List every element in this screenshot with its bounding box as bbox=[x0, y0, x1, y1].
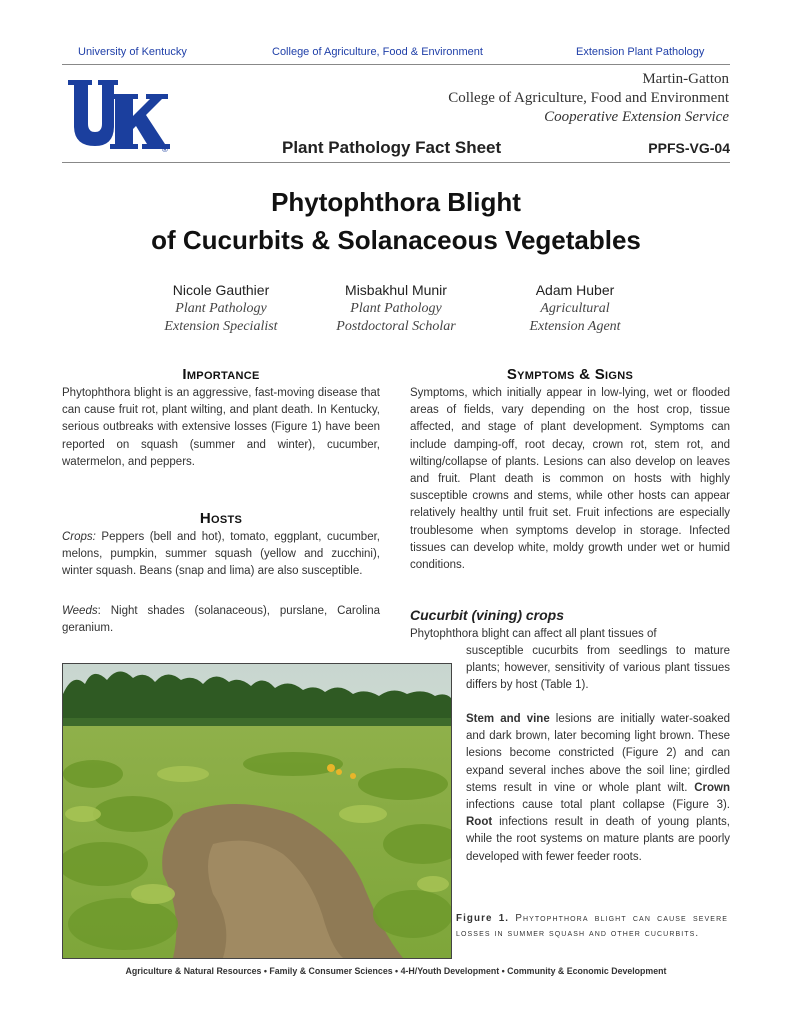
author-name: Misbakhul Munir bbox=[345, 282, 447, 298]
fact-sheet-rule bbox=[62, 162, 730, 163]
author-role: Plant Pathology bbox=[175, 301, 267, 316]
title-line-1: Phytophthora Blight bbox=[271, 187, 521, 217]
root-text: infections result in death of young plants, while the root systems on mature plants are poorly developed with fewer feeder roots. bbox=[466, 816, 730, 863]
fact-sheet-code: PPFS-VG-04 bbox=[648, 140, 730, 156]
cucurbit-intro-first: Phytophthora blight can affect all plant tissues of bbox=[410, 628, 657, 640]
author-3 bbox=[475, 282, 675, 336]
author-name: Adam Huber bbox=[535, 282, 615, 298]
symptoms-heading: Symptoms & Signs bbox=[506, 366, 634, 383]
hosts-crops bbox=[62, 529, 380, 581]
fact-sheet-label: Plant Pathology Fact Sheet bbox=[282, 138, 502, 157]
figure-1-photo bbox=[62, 663, 452, 959]
author-title: Postdoctoral Scholar bbox=[336, 319, 456, 334]
link-extension[interactable]: Extension Plant Pathology bbox=[576, 46, 705, 58]
document-title bbox=[62, 183, 730, 259]
crown-text: infections cause total plant collapse (Figure 3). bbox=[466, 799, 730, 812]
college-line-3: Cooperative Extension Service bbox=[544, 109, 729, 125]
svg-text:®: ® bbox=[162, 145, 168, 154]
cucurbit-intro-rest: susceptible cucurbits from seedlings to mature plants; however, sensitivity of various plant tissues differs by host (Table 1). bbox=[466, 645, 730, 692]
author-role: Agricultural bbox=[540, 301, 610, 316]
weeds-text: : Night shades (solanaceous), purslane, Carolina geranium. bbox=[62, 605, 380, 635]
fact-sheet-line bbox=[62, 138, 730, 162]
stem-vine-text bbox=[466, 711, 730, 866]
importance-text: Phytophthora blight is an aggressive, fast-moving disease that can cause fruit rot, plant wilting, and plant death. In Kentucky, serious outbreaks with extensive losses (Figure 1) have been reported on squash (summer and winter), cucumber, watermelon, and peppers. bbox=[62, 387, 380, 468]
author-role: Plant Pathology bbox=[350, 301, 442, 316]
college-line-2: College of Agriculture, Food and Environment bbox=[448, 90, 729, 106]
author-1 bbox=[121, 282, 321, 336]
crops-text: Peppers (bell and hot), tomato, eggplant, cucumber, melons, pumpkin, summer squash (yellow and zucchini), winter squash. Beans (snap and lima) are also susceptible. bbox=[62, 531, 380, 578]
figure-1-caption bbox=[456, 912, 728, 941]
author-title: Extension Specialist bbox=[164, 319, 278, 334]
cucurbit-heading: Cucurbit (vining) crops bbox=[410, 607, 564, 623]
author-name: Nicole Gauthier bbox=[172, 282, 270, 298]
header-links bbox=[62, 46, 730, 60]
author-2 bbox=[296, 282, 496, 336]
college-block bbox=[448, 70, 729, 127]
footer-programs: Agriculture & Natural Resources • Family & Consumer Sciences • 4-H/Youth Development • Community & Economic Development bbox=[125, 966, 667, 976]
crown-label: Crown bbox=[694, 781, 730, 794]
hosts-weeds bbox=[62, 603, 380, 637]
author-title: Extension Agent bbox=[529, 319, 621, 334]
title-line-2: of Cucurbits & Solanaceous Vegetables bbox=[151, 225, 641, 255]
college-line-1: Martin-Gatton bbox=[642, 71, 729, 87]
figure-caption-text: Phytophthora blight can cause severe losses in summer squash and other cucurbits. bbox=[456, 913, 729, 939]
hosts-heading: Hosts bbox=[199, 510, 243, 527]
weeds-label: Weeds bbox=[62, 605, 98, 617]
crops-label: Crops: bbox=[62, 531, 96, 543]
figure-label: Figure 1. bbox=[456, 913, 510, 924]
stem-text: lesions are initially water-soaked and dark brown, later becoming light brown. These lesions become constricted (Figure 2) and can expand several inches above the soil line; girdled stems result in vine or whole plant wilt. bbox=[466, 713, 730, 794]
link-college[interactable]: College of Agriculture, Food & Environment bbox=[272, 46, 483, 58]
symptoms-text: Symptoms, which initially appear in low-lying, wet or flooded areas of fields, vary depending on the host crop, tissue affected, and stage of plant development. Symptoms can include damping-off, root decay, crown rot, stem rot, and wilting/collapse of plants. Lesions can also develop on leaves and fruit. Plant death is common on hosts with highly susceptible crowns and stems, while other hosts can appear relatively healthy until fruit set. Fruit infections are especially troublesome when symptoms develop in storage. Infected tissues can develop white, moldy growth under wet or humid conditions. bbox=[410, 387, 730, 572]
importance-heading: Importance bbox=[182, 366, 260, 383]
stem-label: Stem and vine bbox=[466, 713, 550, 725]
link-university[interactable]: University of Kentucky bbox=[78, 46, 187, 58]
header-rule bbox=[62, 64, 730, 65]
root-label: Root bbox=[466, 816, 493, 829]
